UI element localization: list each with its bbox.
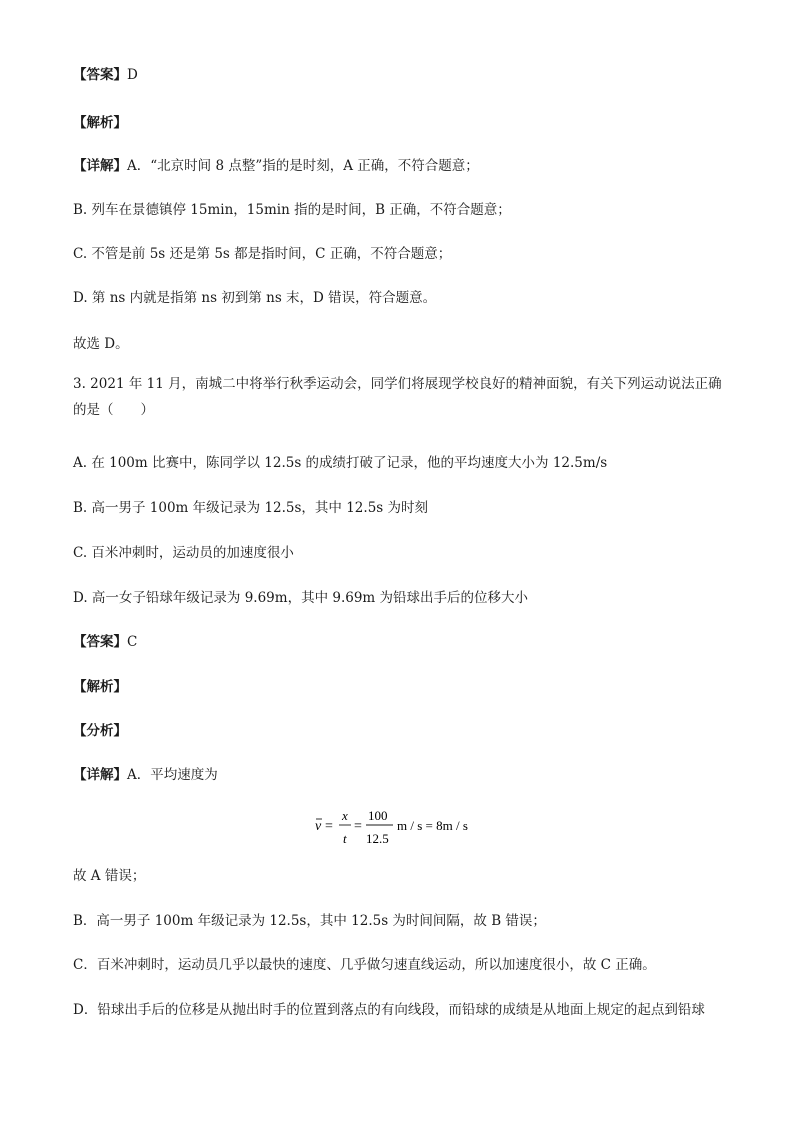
q2-answer-line (73, 66, 138, 84)
answer-value: C (127, 634, 138, 650)
formula-unit: m / s = 8m / s (397, 818, 468, 833)
formula-frac1-den: t (343, 831, 347, 846)
q3-detail-a-result: 故 A 错误； (73, 868, 146, 884)
q2-detail-b: B. 列车在景德镇停 15min，15min 指的是时间，B 正确，不符合题意； (73, 202, 511, 218)
q3-detail-a (73, 766, 218, 784)
q3-answer-line (73, 633, 137, 651)
q3-stem: 3. 2021 年 11 月，南城二中将举行秋季运动会，同学们将展现学校良好的精神面貌，有关下列运动说法正确的是（ ） (73, 376, 722, 418)
formula-frac2-num: 100 (368, 808, 388, 823)
detail-a-text: A．“北京时间 8 点整”指的是时刻，A 正确，不符合题意； (127, 158, 479, 174)
answer-tag: 【答案】 (73, 67, 127, 83)
q3-detail-b: B．高一男子 100m 年级记录为 12.5s，其中 12.5s 为时间间隔，故 B 错误； (73, 913, 546, 929)
formula-lhs: v (315, 819, 322, 834)
q2-detail-a (73, 157, 479, 175)
q3-analyze-tag: 【分析】 (73, 723, 127, 739)
q3-option-b: B. 高一男子 100m 年级记录为 12.5s，其中 12.5s 为时刻 (73, 500, 429, 516)
detail-tag: 【详解】 (73, 767, 127, 783)
q3-option-d: D. 高一女子铅球年级记录为 9.69m，其中 9.69m 为铅球出手后的位移大小 (73, 590, 529, 606)
q3-option-c: C. 百米冲刺时，运动员的加速度很小 (73, 545, 294, 561)
detail-tag: 【详解】 (73, 158, 127, 174)
q3-detail-d: D．铅球出手后的位移是从抛出时手的位置到落点的有向线段，而铅球的成绩是从地面上规定的起点到铅球 (73, 1002, 705, 1018)
q2-analysis-tag: 【解析】 (73, 115, 127, 131)
q2-detail-c: C. 不管是前 5s 还是第 5s 都是指时间，C 正确，不符合题意； (73, 246, 452, 262)
q2-detail-d: D. 第 ns 内就是指第 ns 初到第 ns 末，D 错误，符合题意。 (73, 290, 437, 306)
detail-a-intro: A．平均速度为 (127, 767, 218, 783)
average-velocity-formula (313, 805, 493, 849)
formula-eq2: = (354, 819, 362, 834)
q2-conclusion: 故选 D。 (73, 336, 129, 352)
q3-analysis-tag: 【解析】 (73, 679, 127, 695)
q3-option-a: A. 在 100m 比赛中，陈同学以 12.5s 的成绩打破了记录，他的平均速度大小为 12.5m/s (73, 455, 608, 471)
formula-eq1: = (325, 819, 333, 834)
formula-frac1-num: x (342, 808, 348, 823)
formula-frac2-den: 12.5 (366, 831, 389, 846)
answer-tag: 【答案】 (73, 634, 127, 650)
q3-detail-c: C．百米冲刺时，运动员几乎以最快的速度、几乎做匀速直线运动，所以加速度很小，故 C 正确。 (73, 957, 656, 973)
answer-value: D (127, 67, 138, 83)
